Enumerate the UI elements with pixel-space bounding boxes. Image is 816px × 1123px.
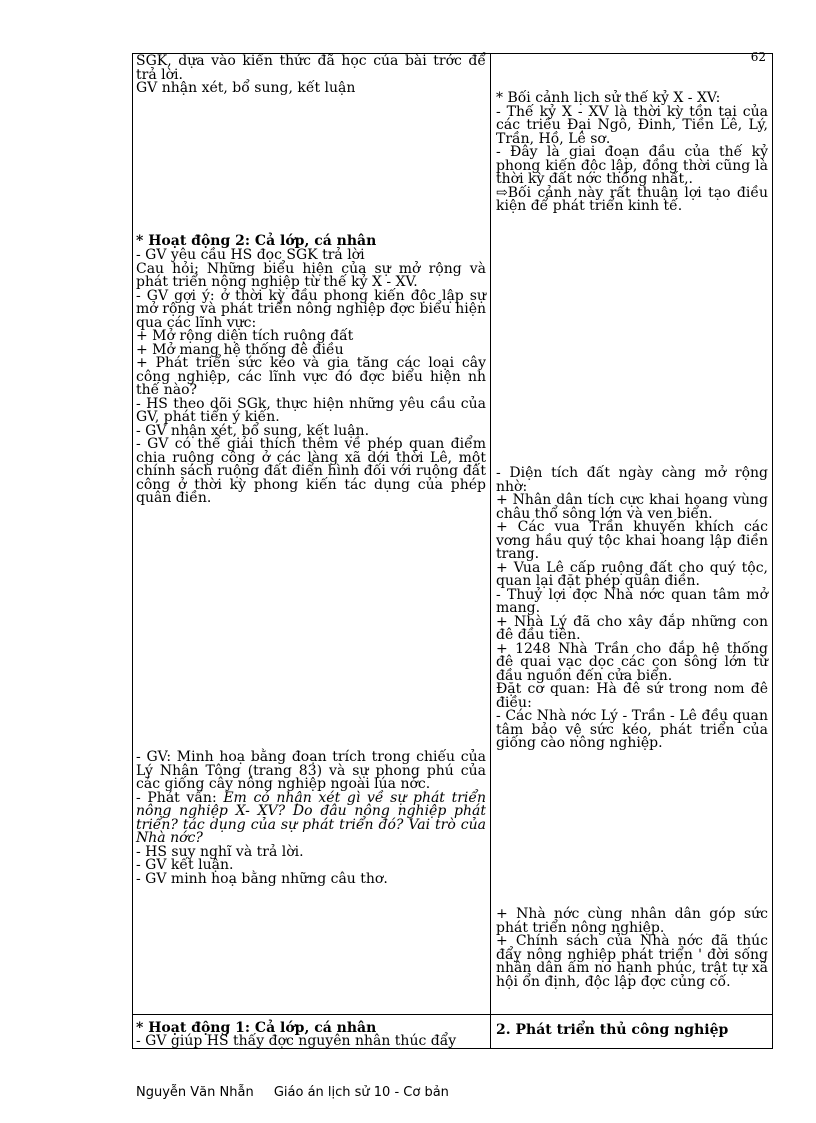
paragraph: + Vua Lê cấp ruộng đất cho quý tộc, quan lại đặt phép quân điền. [496, 559, 768, 589]
right-block-3 [496, 908, 768, 989]
paragraph: + Nhà Lý đã cho xây đắp những con đê đầu tiên. [496, 613, 768, 643]
right-block-1 [496, 92, 768, 214]
paragraph: SGK, dựa vào kiến thức đã học của bài trớc để trả lời. [136, 53, 486, 83]
paragraph: GV nhận xét, bổ sung, kết luận [136, 80, 356, 96]
paragraph: - HS theo dõi SGk, thực hiện những yêu cầu của GV, phát tiển ý kiến. [136, 395, 486, 425]
left-block-2 [136, 249, 486, 506]
paragraph: * Bối cảnh lịch sử thế kỷ X - XV: [496, 90, 721, 106]
paragraph: - Diện tích đất ngày càng mở rộng nhờ: [496, 465, 768, 495]
paragraph: - Các Nhà nớc Lý - Trần - Lê đều quan tâm bảo vệ sức kéo, phát triển của giống cào nông nghiệp. [496, 708, 768, 751]
left-block-1 [136, 55, 486, 96]
paragraph: - GV minh hoạ bằng những câu thơ. [136, 870, 388, 887]
paragraph: - HS suy nghĩ và trả lời. [136, 843, 304, 860]
page-footer [136, 1085, 465, 1100]
footer-title: Giáo án lịch sử 10 - Cơ bản [273, 1085, 449, 1100]
question-paragraph [136, 789, 487, 846]
paragraph: - GV yêu cầu HS đọc SGK trả lời [136, 247, 365, 263]
left-block-3 [136, 751, 486, 886]
column-divider [490, 53, 491, 1049]
paragraph: + Mở mang hệ thống đê điều [136, 341, 344, 358]
question-text: Em có nhận xét gì về sự phát triển nông nghiệp X- XV? Do đâu nông nghiệp phát triển? tác dụng của sự phát triển đó? Vai trò của Nhà nớc? [136, 789, 487, 846]
paragraph: ⇨Bối cảnh này rất thuận lợi tạo điều kiện để phát triển kinh tế. [496, 184, 768, 214]
activity-1-heading: * Hoạt động 1: Cả lớp, cá nhân [136, 1020, 377, 1036]
paragraph: Cau hỏi: Những biểu hiện của sự mở rộng và phát triển nông nghiệp từ thế kỷ X - XV. [136, 260, 486, 290]
paragraph: - Thuỷ lợi đợc Nhà nớc quan tâm mở mang. [496, 586, 768, 616]
paragraph: + Các vua Trần khuyến khích các vơng hầu quý tộc khai hoang lập điền trang. [496, 519, 768, 562]
paragraph: - GV gợi ý: ở thời kỳ đầu phong kiến độc lập sự mở rộng và phát triển nông nghiệp đợc biểu hiện qua các lĩnh vực: [136, 287, 486, 331]
page-number: 62 [750, 50, 766, 64]
section-2-heading: 2. Phát triển thủ công nghiệp [496, 1022, 729, 1038]
paragraph: + Nhà nớc cùng nhân dân góp sức phát triển nông nghiệp. [496, 906, 768, 936]
paragraph: Đặt cơ quan: Hà đê sứ trong nom đê điều: [496, 681, 768, 711]
paragraph: - GV có thể giải thích thêm về phép quan điểm chia ruộng công ở các làng xã dới thời Lê, một chính sách ruộng đất điển hình đối với ruộng đất công ở thời kỳ phong kiến tác dụng của phép quân điền. [136, 436, 486, 506]
paragraph: - GV kết luận. [136, 857, 234, 873]
paragraph: - Đây là giai đoạn đầu của thế kỷ phong kiến độc lập, đồng thời cũng là thời kỳ đất nớc thống nhất,. [496, 144, 768, 187]
left-block-5 [136, 1035, 486, 1049]
footer-author: Nguyễn Văn Nhẫn [136, 1085, 254, 1100]
paragraph: - GV nhận xét, bổ sung, kết luận. [136, 422, 370, 439]
paragraph: - GV giúp HS thấy đợc nguyên nhân thúc đẩy [136, 1033, 457, 1049]
paragraph: + Mở rộng diện tích ruộng đất [136, 328, 354, 344]
paragraph: - GV: Minh hoạ bằng đoạn trích trong chiếu của Lý Nhân Tông (trang 83) và sự phong phú của các giống cây nông nghiệp ngoài lúa nớc. [136, 749, 486, 792]
row-divider [132, 1014, 773, 1015]
right-block-2 [496, 467, 768, 751]
paragraph: + Nhân dân tích cực khai hoang vùng châu thổ sông lớn và ven biển. [496, 492, 768, 522]
paragraph: + Chính sách của Nhà nớc đã thúc đẩy nông nghiệp phát triển ' đời sống nhân dân ấm no hạnh phúc, trật tự xã hội ổn định, độc lập đợc củng cố. [496, 933, 768, 990]
paragraph: + 1248 Nhà Trần cho đắp hệ thống đê quai vạc dọc các con sông lớn từ đầu nguồn đến cửa biển. [496, 640, 768, 684]
paragraph: + Phát triển sức kéo và gia tăng các loại cây công nghiệp, các lĩnh vực đó đợc biểu hiện nh thế nào? [136, 355, 486, 398]
question-prefix: - Phát vấn: [136, 789, 224, 806]
paragraph: - Thế kỷ X - XV là thời kỳ tồn tại của các triều Đại Ngô, Đinh, Tiền Lê, Lý, Trần, Hồ, Lê sơ. [496, 103, 768, 147]
activity-2-heading: * Hoạt động 2: Cả lớp, cá nhân [136, 233, 377, 249]
